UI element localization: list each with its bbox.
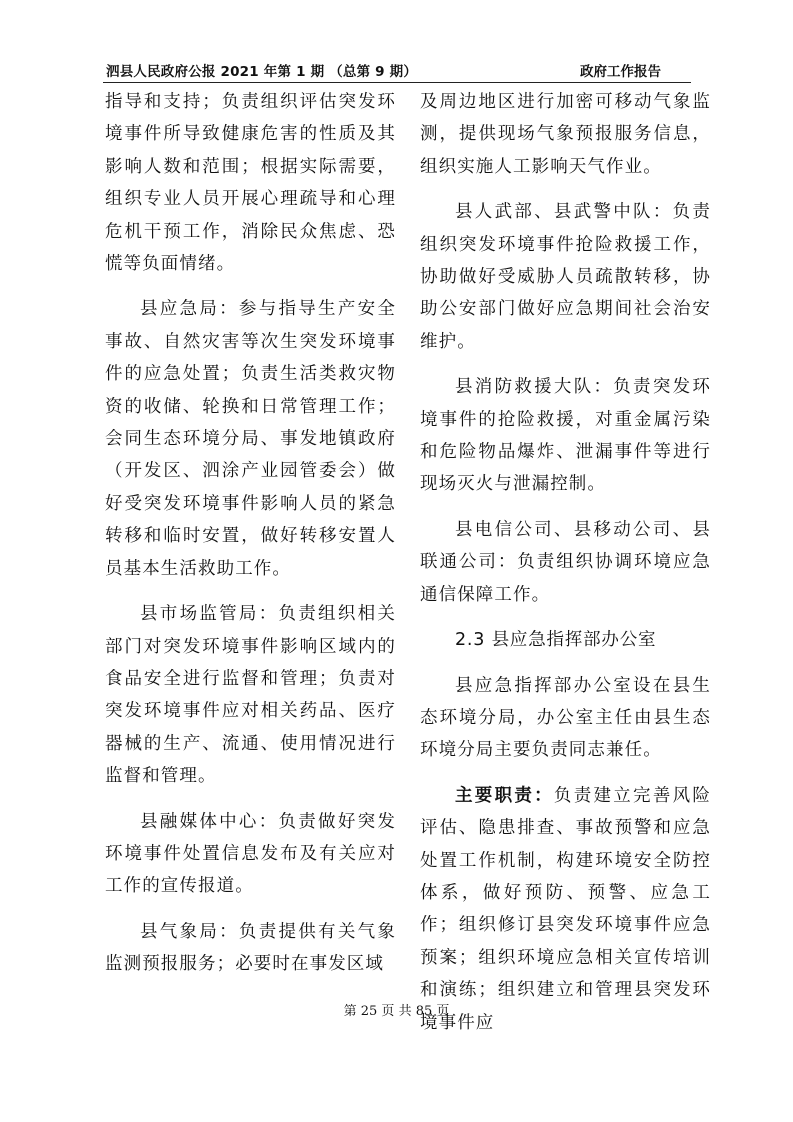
- paragraph: 指导和支持；负责组织评估突发环境事件所导致健康危害的性质及其影响人数和范围；根据实际需要，组织专业人员开展心理疏导和心理危机干预工作，消除民众焦虑、恐慌等负面情绪。: [105, 92, 396, 275]
- paragraph: 县融媒体中心：负责做好突发环境事件处置信息发布及有关应对工作的宣传报道。: [105, 811, 396, 897]
- paragraph: 县电信公司、县移动公司、县联通公司：负责组织协调环境应急通信保障工作。: [420, 519, 711, 605]
- duties-text: 负责建立完善风险评估、隐患排查、事故预警和应急处置工作机制，构建环境安全防控体系，做好预防、预警、应急工作；组织修订县突发环境事件应急预案；组织环境应急相关宣传培训和演练；组织建立和管理县突发环境事件应: [420, 785, 711, 1033]
- section-heading: 2.3 县应急指挥部办公室: [455, 630, 657, 651]
- gazette-title: 泗县人民政府公报 2021 年第 1 期 （总第 9 期）: [106, 64, 418, 80]
- paragraph: 县应急局：参与指导生产安全事故、自然灾害等次生突发环境事件的应急处置；负责生活类救灾物资的收储、轮换和日常管理工作；会同生态环境分局、事发地镇政府（开发区、泗涂产业园管委会）做好受突发环境事件影响人员的紧急转移和临时安置，做好转移安置人员基本生活救助工作。: [105, 299, 396, 579]
- paragraph: 县市场监管局：负责组织相关部门对突发环境事件影响区域内的食品安全进行监督和管理；负责对突发环境事件应对相关药品、医疗器械的生产、流通、使用情况进行监督和管理。: [105, 604, 396, 787]
- paragraph: 县消防救援大队：负责突发环境事件的抢险救援，对重金属污染和危险物品爆炸、泄漏事件等进行现场灭火与泄漏控制。: [420, 377, 711, 495]
- page-number: 第 25 页 共 85 页: [343, 1004, 450, 1019]
- section-title: 政府工作报告: [580, 64, 661, 80]
- paragraph: 县人武部、县武警中队：负责组织突发环境事件抢险救援工作，协助做好受威胁人员疏散转移，协助公安部门做好应急期间社会治安维护。: [420, 202, 711, 352]
- paragraph: 县气象局：负责提供有关气象监测预报服务；必要时在事发区域: [105, 921, 396, 975]
- paragraph: 及周边地区进行加密可移动气象监测，提供现场气象预报服务信息，组织实施人工影响天气作业。: [420, 92, 711, 177]
- left-column: [105, 86, 396, 994]
- paragraph: 县应急指挥部办公室设在县生态环境分局，办公室主任由县生态环境分局主要负责同志兼任。: [420, 675, 711, 761]
- right-column: [420, 86, 711, 1052]
- page-header: [103, 56, 691, 83]
- duties-label: 主要职责：: [455, 785, 554, 806]
